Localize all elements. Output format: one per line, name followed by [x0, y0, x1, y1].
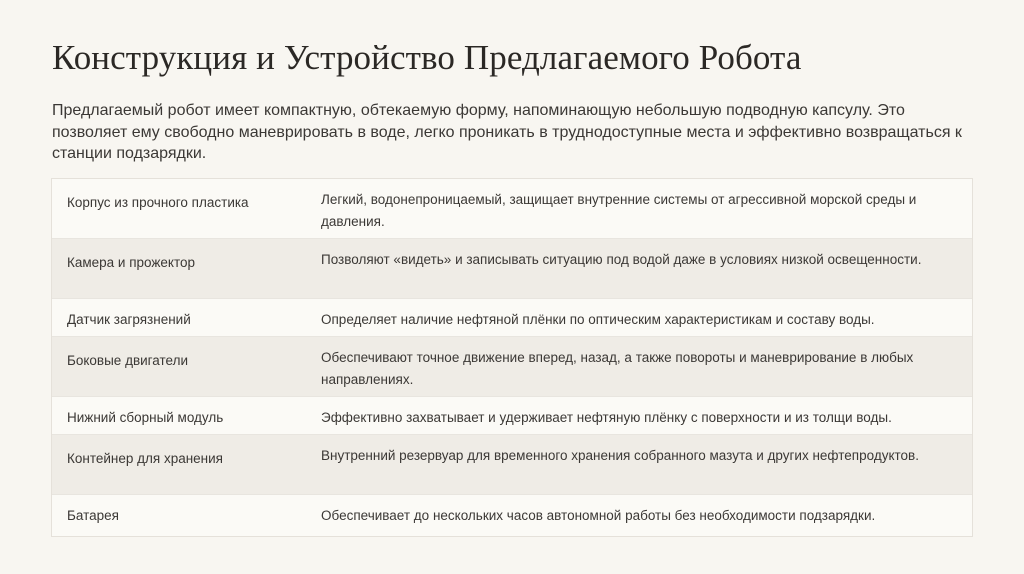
table-row: [52, 397, 972, 435]
component-name: Корпус из прочного пластика: [67, 195, 249, 210]
table-row: [52, 435, 972, 495]
table-row: [52, 495, 972, 533]
table-row: [52, 179, 972, 239]
component-description: Легкий, водонепроницаемый, защищает внутренние системы от агрессивной морской среды и давления.: [321, 192, 917, 229]
component-description: Эффективно захватывает и удерживает нефтяную плёнку с поверхности и из толщи воды.: [321, 410, 892, 425]
intro-paragraph: Предлагаемый робот имеет компактную, обтекаемую форму, напоминающую небольшую подводную капсулу. Это позволяет ему свободно маневрировать в воде, легко проникать в труднодоступные места и эффективно возвращаться к станции подзарядки.: [52, 102, 962, 162]
component-name: Камера и прожектор: [67, 255, 196, 270]
component-name: Боковые двигатели: [67, 353, 189, 368]
table-row: [52, 239, 972, 299]
slide-title: Конструкция и Устройство Предлагаемого Робота: [52, 38, 802, 77]
component-description: Позволяют «видеть» и записывать ситуацию под водой даже в условиях низкой освещенности.: [321, 252, 922, 267]
component-description: Обеспечивает до нескольких часов автономной работы без необходимости подзарядки.: [321, 508, 876, 523]
table-row: [52, 337, 972, 397]
component-name: Датчик загрязнений: [67, 312, 191, 327]
component-description: Обеспечивают точное движение вперед, назад, а также повороты и маневрирование в любых направлениях.: [321, 350, 914, 387]
component-name: Контейнер для хранения: [67, 451, 223, 466]
component-name: Батарея: [67, 508, 119, 523]
components-table: [51, 178, 973, 537]
component-description: Определяет наличие нефтяной плёнки по оптическим характеристикам и составу воды.: [321, 312, 875, 327]
component-name: Нижний сборный модуль: [67, 410, 224, 425]
table-row: [52, 299, 972, 337]
component-description: Внутренний резервуар для временного хранения собранного мазута и других нефтепродуктов.: [321, 448, 919, 463]
